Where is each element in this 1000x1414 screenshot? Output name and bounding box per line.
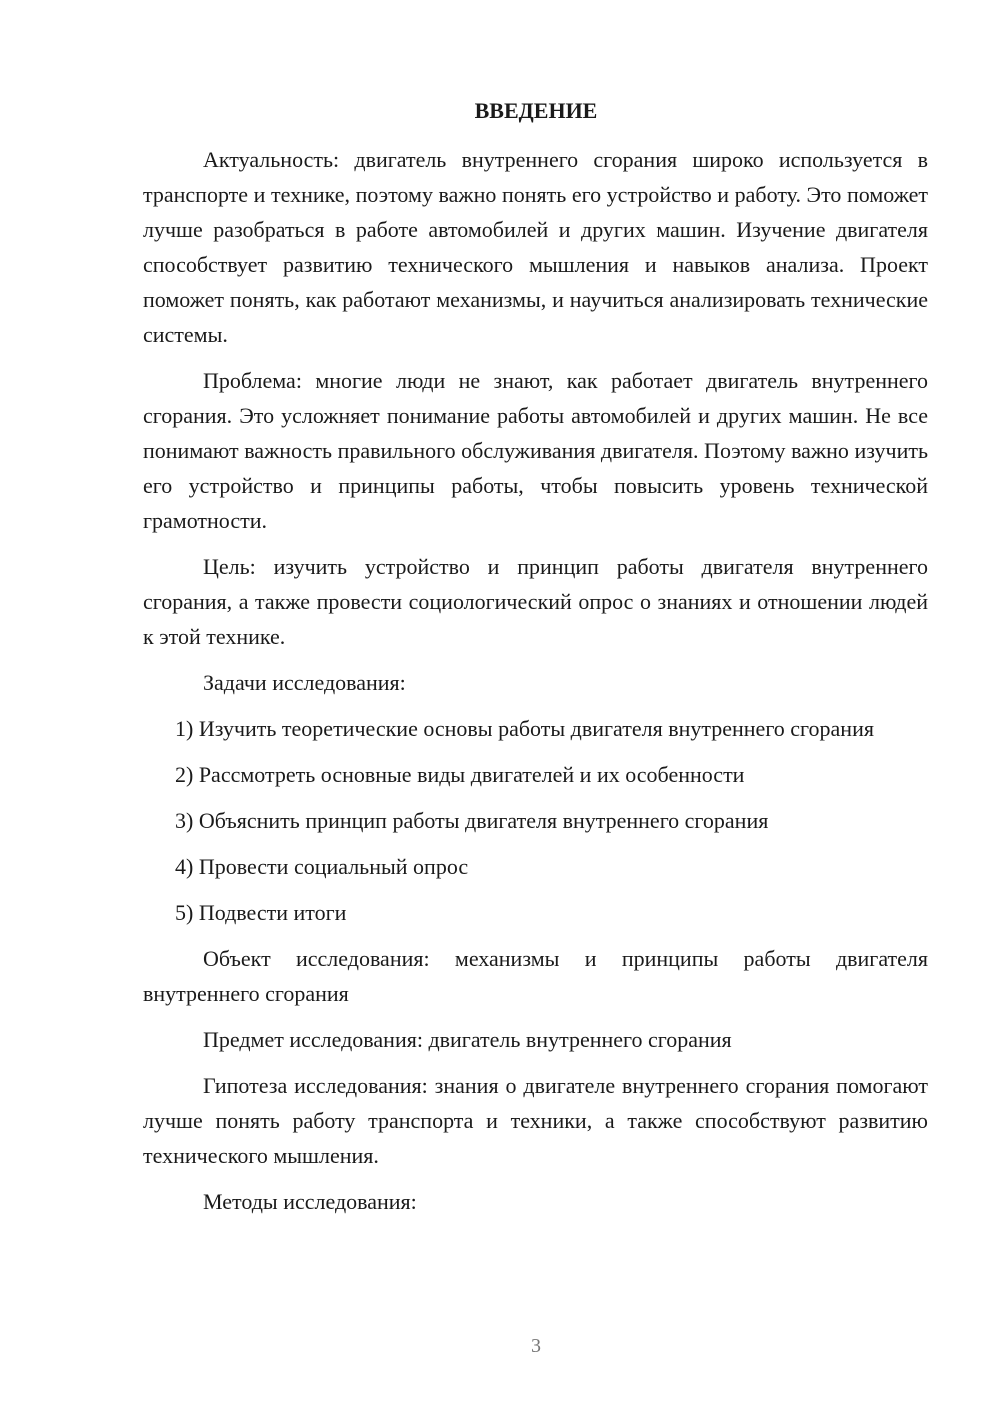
- list-item-task-2: 2) Рассмотреть основные виды двигателей и их особенности: [175, 762, 745, 787]
- paragraph-goal: Цель: изучить устройство и принцип работы двигателя внутреннего сгорания, а также провести социологический опрос о знаниях и отношении людей к этой технике.: [143, 554, 928, 649]
- paragraph-subject: Предмет исследования: двигатель внутреннего сгорания: [203, 1027, 732, 1052]
- paragraph-problem: Проблема: многие люди не знают, как работает двигатель внутреннего сгорания. Это усложняет понимание работы автомобилей и других машин. Не все понимают важность правильного обслуживания двигателя. Поэтому важно изучить его устройство и принципы работы, чтобы повысить уровень технической грамотности.: [143, 368, 928, 533]
- list-item-task-1: 1) Изучить теоретические основы работы двигателя внутреннего сгорания: [175, 716, 874, 741]
- page-title: ВВЕДЕНИЕ: [474, 98, 598, 123]
- list-item-task-4: 4) Провести социальный опрос: [175, 854, 469, 879]
- paragraph-relevance: Актуальность: двигатель внутреннего сгорания широко используется в транспорте и технике, поэтому важно понять его устройство и работу. Это поможет лучше разобраться в работе автомобилей и других машин. Изучение двигателя способствует развитию технического мышления и навыков анализа. Проект поможет понять, как работают механизмы, и научиться анализировать технические системы.: [143, 147, 928, 347]
- page-number: 3: [531, 1335, 541, 1357]
- paragraph-hypothesis: Гипотеза исследования: знания о двигателе внутреннего сгорания помогают лучше понять работу транспорта и техники, а также способствуют развитию технического мышления.: [143, 1073, 928, 1168]
- paragraph-methods: Методы исследования:: [203, 1189, 417, 1214]
- paragraph-tasks-heading: Задачи исследования:: [203, 670, 406, 695]
- list-item-task-3: 3) Объяснить принцип работы двигателя внутреннего сгорания: [175, 808, 769, 833]
- list-item-task-5: 5) Подвести итоги: [175, 900, 347, 925]
- document-body: [143, 142, 928, 1230]
- paragraph-object: Объект исследования: механизмы и принципы работы двигателя внутреннего сгорания: [143, 946, 928, 1006]
